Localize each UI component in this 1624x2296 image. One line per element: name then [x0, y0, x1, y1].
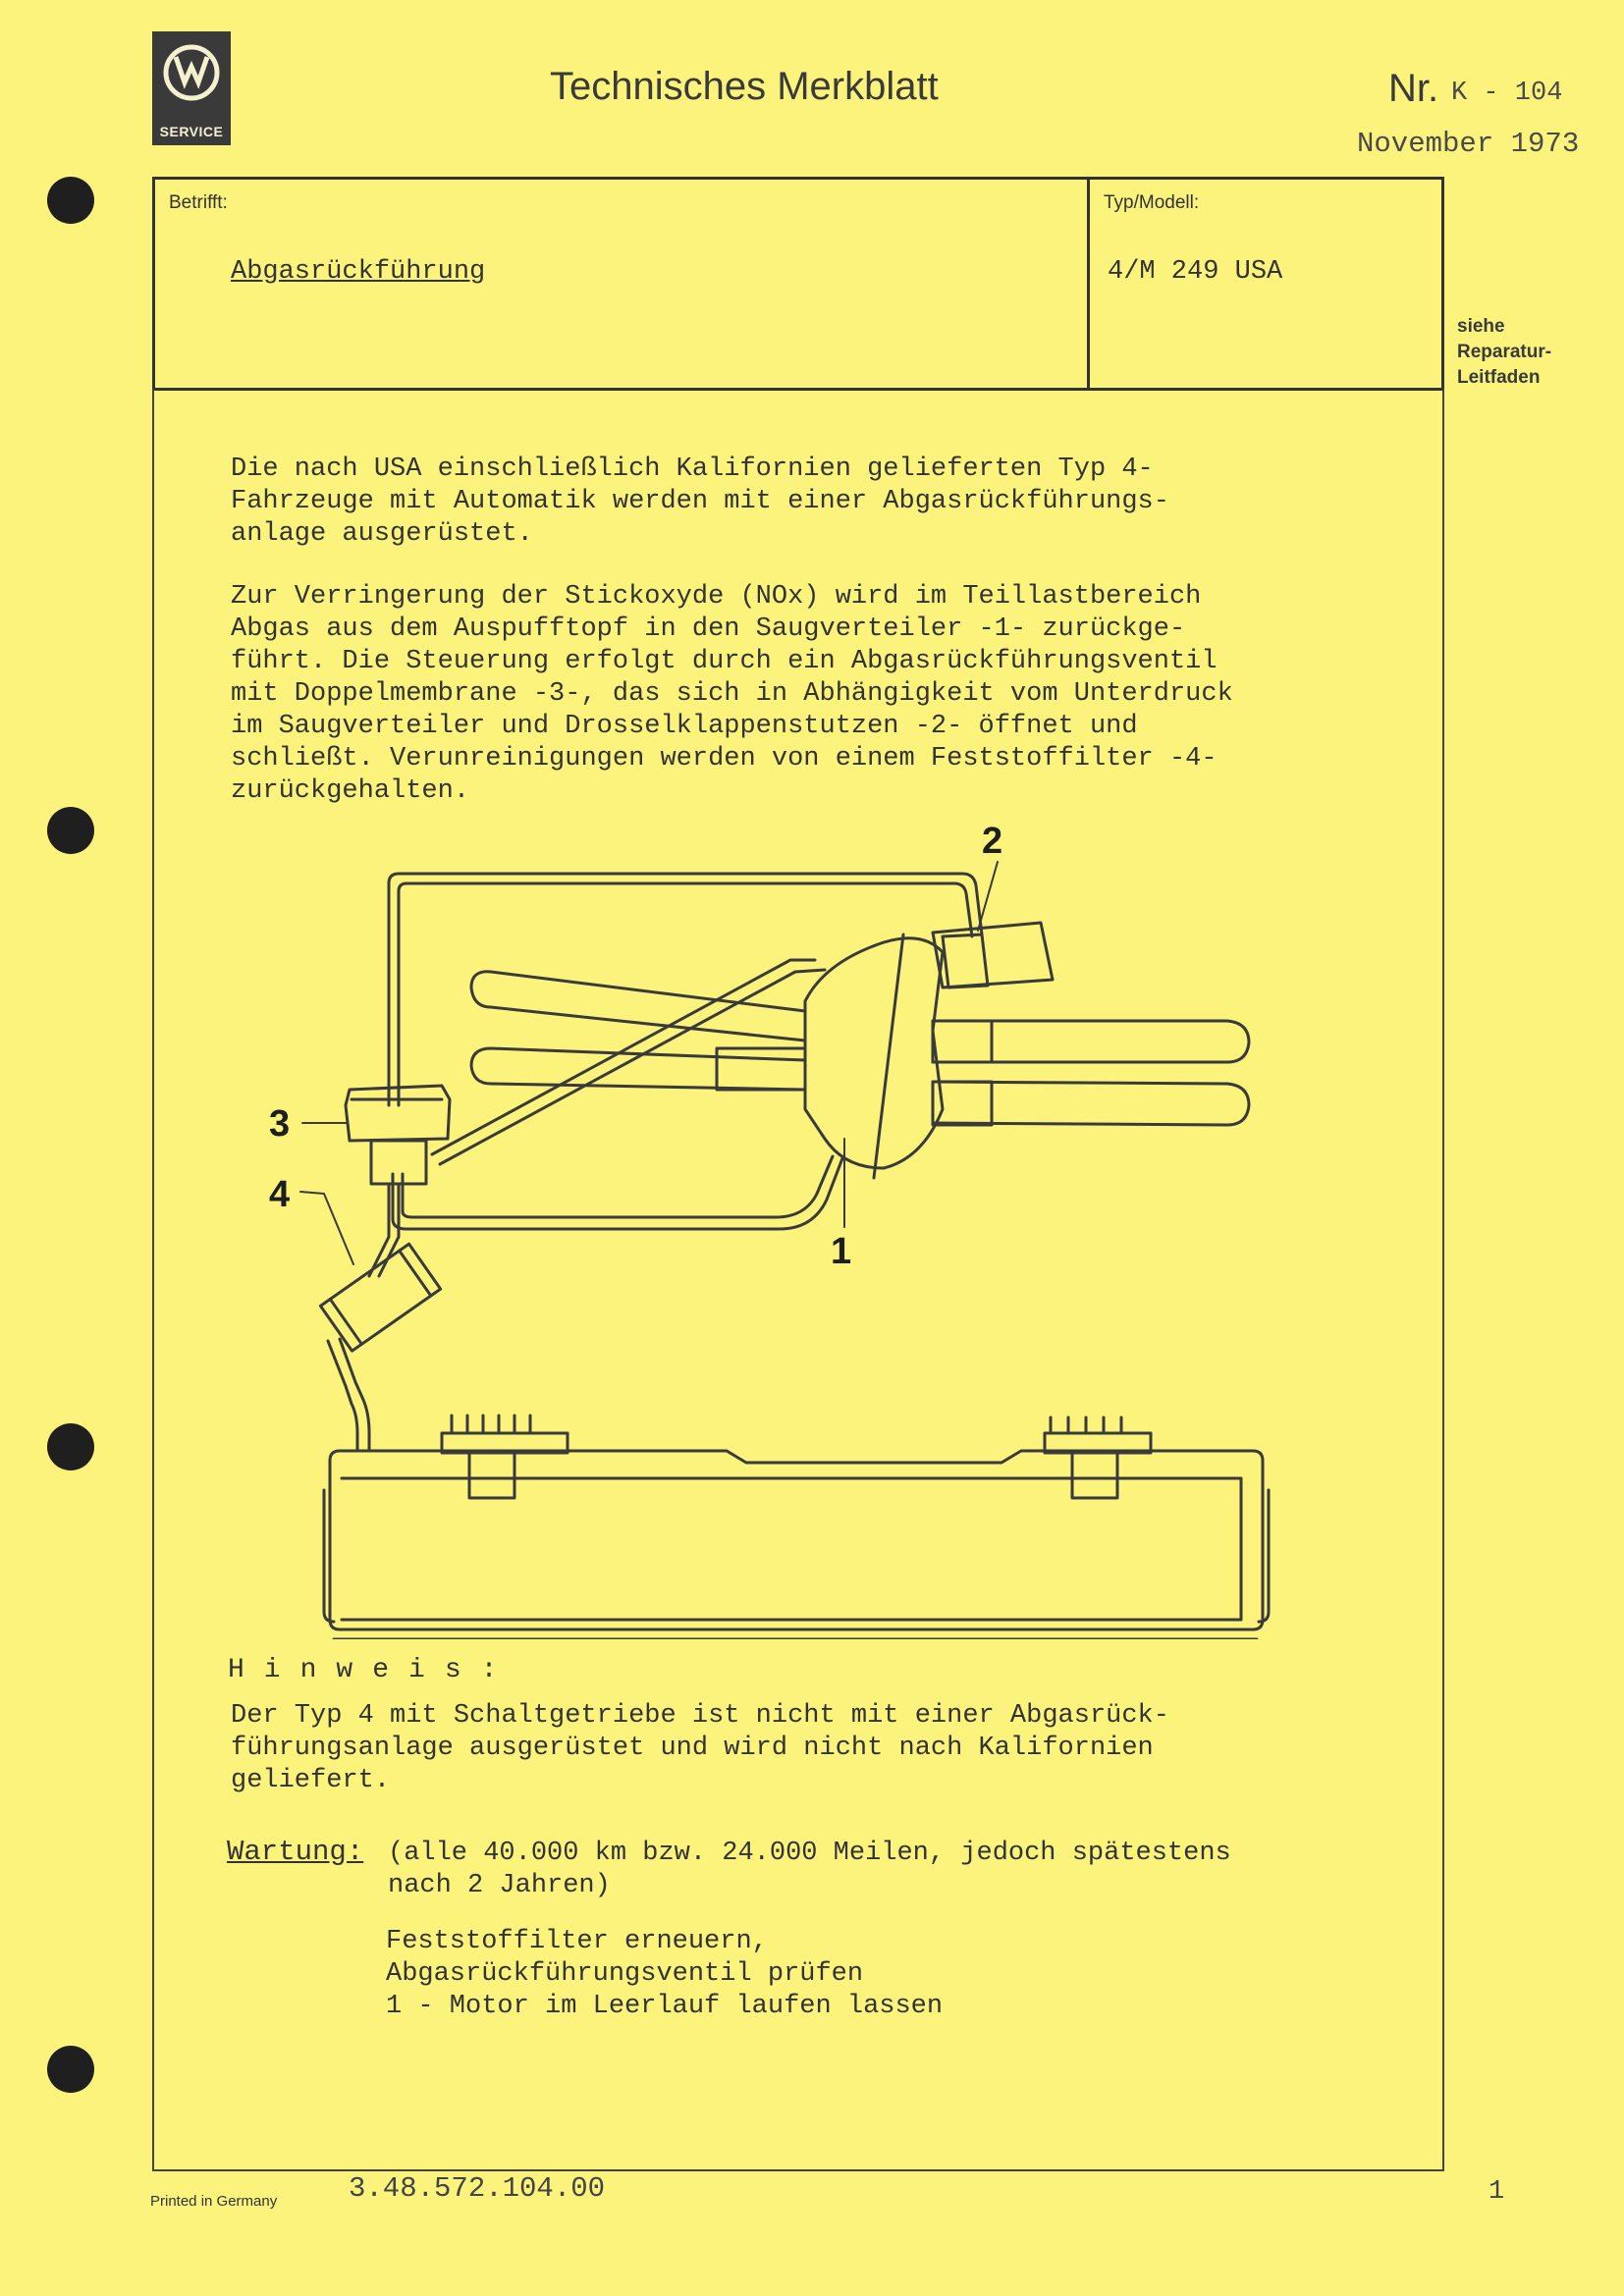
typ-modell-value: 4/M 249 USA: [1108, 257, 1283, 287]
wartung-steps: Feststoffilter erneuern, Abgasrückführungsventil prüfen 1 - Motor im Leerlauf laufen lassen: [386, 1927, 944, 2021]
wartung-label: Wartung:: [227, 1836, 364, 1868]
solid-filter: [320, 1244, 440, 1351]
printed-in-germany: Printed in Germany: [150, 2193, 278, 2210]
vw-service-logo: [152, 31, 231, 145]
intro-paragraph: Die nach USA einschließlich Kalifornien gelieferten Typ 4- Fahrzeuge mit Automatik werden mit einer Abgasrückführungs- anlage ausgerüstet.: [231, 454, 1169, 549]
binder-hole: [47, 2046, 94, 2093]
document-number: K - 104: [1451, 79, 1563, 108]
egr-system-diagram: [295, 815, 1296, 1639]
page-number: 1: [1489, 2177, 1505, 2207]
binder-hole: [47, 1423, 94, 1470]
pipe-diagonal-inner: [440, 970, 825, 1164]
document-date: November 1973: [1357, 128, 1580, 160]
callout-3: 3: [269, 1103, 291, 1145]
runner-sleeve: [717, 1048, 805, 1090]
manifold-body: [805, 938, 943, 1168]
document-title: Technisches Merkblatt: [550, 65, 939, 108]
binder-hole: [47, 177, 94, 224]
vw-emblem-icon: [152, 39, 231, 118]
egr-valve: [344, 1086, 450, 1184]
binder-hole: [47, 807, 94, 854]
leader-2: [978, 862, 998, 931]
callout-1: 1: [831, 1231, 852, 1272]
side-note: siehe Reparatur- Leitfaden: [1457, 316, 1552, 388]
manifold-seam: [874, 934, 903, 1178]
box-divider: [1087, 177, 1090, 391]
pipe-lower: [403, 1156, 833, 1217]
pipe-top-loop: [389, 874, 982, 1105]
number-label: Nr.: [1388, 67, 1439, 110]
intake-runners-left: [471, 972, 805, 1090]
muffler: [324, 1415, 1269, 1639]
wartung-interval: (alle 40.000 km bzw. 24.000 Meilen, jedoch spätestens nach 2 Jahren): [388, 1839, 1231, 1900]
callout-2: 2: [982, 821, 1003, 862]
part-number: 3.48.572.104.00: [349, 2172, 606, 2205]
logo-label: SERVICE: [159, 124, 224, 139]
betrifft-label: Betrifft:: [169, 192, 228, 213]
typ-modell-label: Typ/Modell:: [1104, 192, 1200, 213]
throttle-body: [933, 923, 1053, 988]
hinweis-paragraph: Der Typ 4 mit Schaltgetriebe ist nicht mit einer Abgasrück- führungsanlage ausgerüstet und wird nicht nach Kalifornien geliefert.: [231, 1701, 1169, 1795]
intake-runners-right: [933, 1021, 1249, 1125]
description-paragraph: Zur Verringerung der Stickoxyde (NOx) wird im Teillastbereich Abgas aus dem Auspufftopf in den Saugverteiler -1- zurückge- führt. Die Steuerung erfolgt durch ein Abgasrückführungsventil mit Doppelmembrane -3-, das sich in Abhängigkeit vom Unterdruck im Saugverteiler und Drosselklappenstutzen -2- öffnet und schließt. Verunreinigungen werden von einem Feststoffilter -4- zurückgehalten.: [231, 582, 1233, 806]
subject-text: Abgasrückführung: [231, 257, 486, 287]
hinweis-heading: Hinweis:: [228, 1655, 517, 1685]
pipe-to-muffler: [328, 1341, 357, 1451]
callout-4: 4: [269, 1174, 291, 1215]
throttle-flange: [943, 934, 988, 988]
leader-4: [300, 1192, 353, 1264]
